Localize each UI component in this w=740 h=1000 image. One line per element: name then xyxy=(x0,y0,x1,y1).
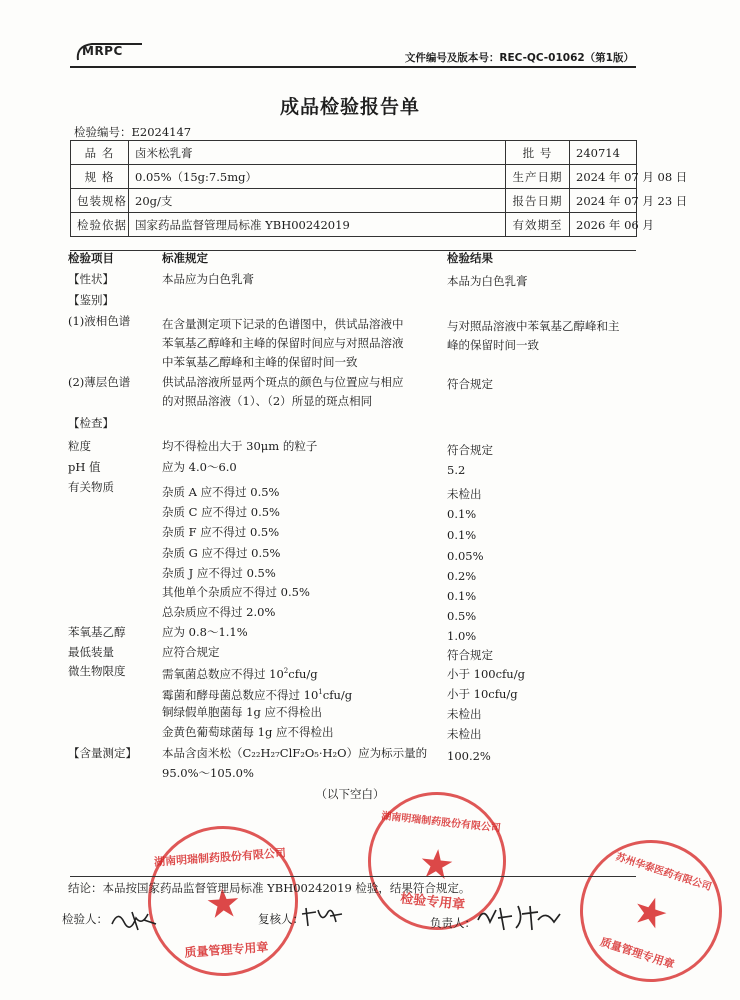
particle-item: 粒度 xyxy=(68,439,91,453)
stamp-right-purpose: 质量管理专用章 xyxy=(598,935,676,972)
report-date-value: 2024 年 07 月 23 日 xyxy=(570,189,637,213)
logo-text: MRPC xyxy=(82,44,123,58)
ph-standard: 应为 4.0～6.0 xyxy=(162,460,237,474)
related-result-a: 未检出 xyxy=(447,487,482,501)
related-standard-f: 杂质 F 应不得过 0.5% xyxy=(162,525,280,539)
hplc-item: (1)液相色谱 xyxy=(68,314,131,328)
inspection-number: 检验编号：E2024147 xyxy=(74,125,192,139)
reviewer-label: 复核人： xyxy=(258,912,304,926)
info-row-basis xyxy=(71,213,637,237)
appearance-standard: 本品应为白色乳膏 xyxy=(162,272,254,286)
phenoxyethanol-standard: 应为 0.8～1.1% xyxy=(162,625,248,639)
column-header-result: 检验结果 xyxy=(447,251,493,265)
assay-standard-line-1: 本品含卤米松（C₂₂H₂₇ClF₂O₅·H₂O）应为标示量的 xyxy=(162,746,428,760)
spec-label: 规 格 xyxy=(71,165,129,189)
stamp-left-purpose: 质量管理专用章 xyxy=(184,939,269,960)
document-number: 文件编号及版本号：REC-QC-01062（第1版） xyxy=(404,52,634,64)
package-value: 20g/支 xyxy=(129,189,506,213)
microbial-result-aerobic: 小于 100cfu/g xyxy=(447,667,525,681)
inspector-signature xyxy=(108,906,160,932)
stamp-right-company: 苏州华泰医药有限公司 xyxy=(614,851,713,894)
product-name-value: 卤米松乳膏 xyxy=(129,141,506,165)
info-row-spec xyxy=(71,165,637,189)
quality-stamp-right xyxy=(562,822,740,1000)
related-result-j: 0.2% xyxy=(447,569,477,583)
reviewer-signature xyxy=(300,902,346,930)
related-result-c: 0.1% xyxy=(447,507,477,521)
related-result-g: 0.05% xyxy=(447,549,484,563)
inspector-label: 检验人： xyxy=(62,912,108,926)
spec-value: 0.05%（15g:7.5mg） xyxy=(129,165,506,189)
related-standard-a: 杂质 A 应不得过 0.5% xyxy=(162,485,280,499)
responsible-label: 负责人： xyxy=(430,916,476,930)
microbial-result-staphylococcus: 未检出 xyxy=(447,727,482,741)
expiry-label: 有效期至 xyxy=(506,213,570,237)
header-divider xyxy=(70,66,636,68)
batch-label: 批 号 xyxy=(506,141,570,165)
microbial-standard-pseudomonas: 铜绿假单胞菌每 1g 应不得检出 xyxy=(162,705,322,719)
expiry-value: 2026 年 06 月 xyxy=(570,213,637,237)
microbial-standard-staphylococcus: 金黄色葡萄球菌每 1g 应不得检出 xyxy=(162,725,334,739)
production-date-label: 生产日期 xyxy=(506,165,570,189)
production-date-value: 2024 年 07 月 08 日 xyxy=(570,165,637,189)
product-info-table xyxy=(70,140,688,237)
particle-standard: 均不得检出大于 30μm 的粒子 xyxy=(162,439,318,453)
batch-value: 240714 xyxy=(570,141,637,165)
assay-result: 100.2% xyxy=(447,749,491,763)
related-result-total: 0.5% xyxy=(447,609,477,623)
related-standard-j: 杂质 J 应不得过 0.5% xyxy=(162,566,276,580)
microbial-result-pseudomonas: 未检出 xyxy=(447,707,482,721)
footer-divider xyxy=(70,876,636,877)
hplc-standard-line-2: 苯氧基乙醇峰和主峰的保留时间应与对照品溶液 xyxy=(162,336,404,350)
min-fill-result: 符合规定 xyxy=(447,648,493,662)
tlc-standard-line-2: 的对照品溶液（1）、（2）所显的斑点相同 xyxy=(162,394,373,408)
basis-value: 国家药品监督管理局标准 YBH00242019 xyxy=(129,213,506,237)
info-row-product xyxy=(71,141,637,165)
company-logo xyxy=(72,40,152,64)
phenoxyethanol-item: 苯氧基乙醇 xyxy=(68,625,126,639)
microbial-result-yeast: 小于 10cfu/g xyxy=(447,687,518,701)
assay-standard-line-2: 95.0%～105.0% xyxy=(162,766,254,780)
min-fill-item: 最低装量 xyxy=(68,645,114,659)
related-substances-item: 有关物质 xyxy=(68,480,114,494)
related-standard-g: 杂质 G 应不得过 0.5% xyxy=(162,546,281,560)
product-name-label: 品 名 xyxy=(71,141,129,165)
ph-result: 5.2 xyxy=(447,463,466,477)
microbial-standard-aerobic: 需氧菌总数应不得过 $10^2cfu/g$ xyxy=(162,666,318,681)
hplc-standard-line-1: 在含量测定项下记录的色谱图中，供试品溶液中 xyxy=(162,317,404,331)
package-label: 包装规格 xyxy=(71,189,129,213)
min-fill-standard: 应符合规定 xyxy=(162,645,220,659)
section-tests: 【检查】 xyxy=(68,416,114,430)
phenoxyethanol-result: 1.0% xyxy=(447,629,477,643)
tlc-standard-line-1: 供试品溶液所显两个斑点的颜色与位置应与相应 xyxy=(162,375,404,389)
section-identification: 【鉴别】 xyxy=(68,293,114,307)
info-row-pack xyxy=(71,189,637,213)
stamp-star-icon: ★ xyxy=(626,885,675,941)
column-header-item: 检验项目 xyxy=(68,251,114,265)
hplc-standard-line-3: 中苯氧基乙醇峰和主峰的保留时间一致 xyxy=(162,355,358,369)
report-title: 成品检验报告单 xyxy=(279,96,420,118)
microbial-standard-yeast: 霉菌和酵母菌总数应不得过 $10^1cfu/g$ xyxy=(162,687,353,702)
stamp-star-icon: ★ xyxy=(203,879,243,929)
appearance-result: 本品为白色乳膏 xyxy=(447,274,528,288)
responsible-signature xyxy=(472,900,564,936)
particle-result: 符合规定 xyxy=(447,443,493,457)
stamp-middle-company: 湖南明瑞制药股份有限公司 xyxy=(380,810,502,835)
section-assay: 【含量测定】 xyxy=(68,746,137,760)
related-result-f: 0.1% xyxy=(447,528,477,542)
related-standard-c: 杂质 C 应不得过 0.5% xyxy=(162,505,280,519)
related-standard-other: 其他单个杂质应不得过 0.5% xyxy=(162,585,310,599)
hplc-result-line-1: 与对照品溶液中苯氧基乙醇峰和主 xyxy=(447,319,620,333)
stamp-left-company: 湖南明瑞制药股份有限公司 xyxy=(153,846,287,869)
blank-below-note: （以下空白） xyxy=(315,787,385,801)
ph-item: pH 值 xyxy=(68,460,101,474)
basis-label: 检验依据 xyxy=(71,213,129,237)
related-result-other: 0.1% xyxy=(447,589,477,603)
related-standard-total: 总杂质应不得过 2.0% xyxy=(162,605,276,619)
section-appearance: 【性状】 xyxy=(68,272,114,286)
microbial-limit-item: 微生物限度 xyxy=(68,664,126,678)
conclusion: 结论：本品按国家药品监督管理局标准 YBH00242019 检验，结果符合规定。 xyxy=(68,881,471,895)
report-date-label: 报告日期 xyxy=(506,189,570,213)
stamp-middle-purpose: 检验专用章 xyxy=(399,891,466,914)
tlc-item: (2)薄层色谱 xyxy=(68,375,131,389)
stamp-star-icon: ★ xyxy=(416,840,457,890)
column-header-standard: 标准规定 xyxy=(162,251,208,265)
hplc-result-line-2: 峰的保留时间一致 xyxy=(447,338,539,352)
tlc-result: 符合规定 xyxy=(447,377,493,391)
table-divider xyxy=(70,250,636,251)
quality-stamp-left xyxy=(143,821,303,981)
